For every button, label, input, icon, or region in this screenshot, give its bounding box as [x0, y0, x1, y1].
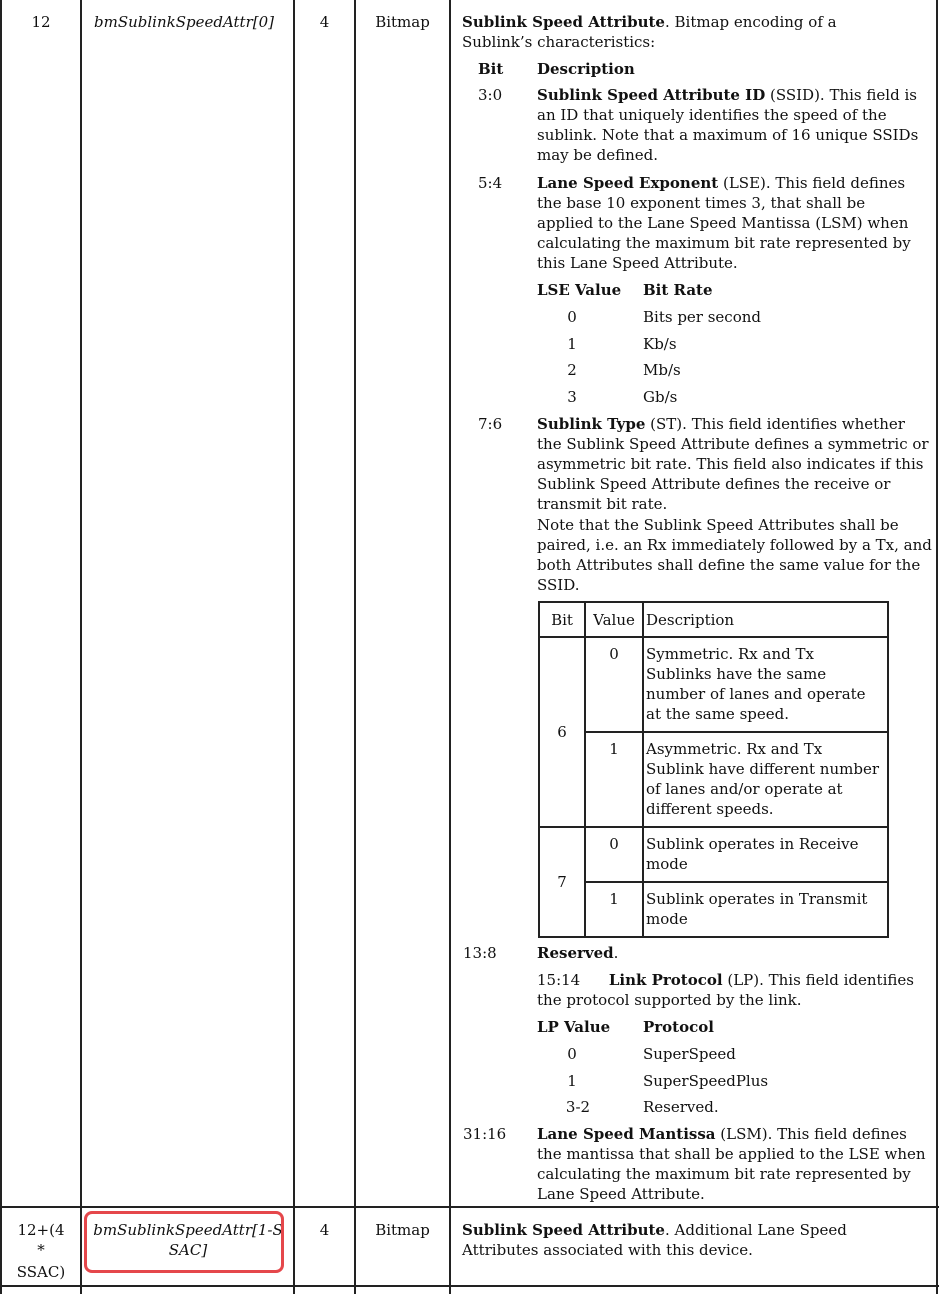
field-name-cell: bmSublinkSpeedAttr[1-SSAC] [93, 1221, 283, 1259]
bit-rate: Mb/s [643, 361, 681, 379]
bit-description [537, 414, 933, 514]
table-bit-cell: 7 [557, 873, 567, 891]
value-type-cell: Bitmap [375, 1221, 430, 1239]
protocol: Reserved. [643, 1098, 719, 1116]
bit-field-text: (LSM). This field defines the mantissa that shall be applied to the LSE when calculating the maximum bit rate represented by Lane Speed Attribute. [537, 1125, 926, 1203]
table-rule [354, 0, 356, 1294]
bit-description [537, 970, 933, 1010]
bit-range: 31:16 [463, 1125, 507, 1143]
table-rule [538, 636, 887, 638]
offset-cell-line: 12+(4 [17, 1221, 65, 1239]
bit-field-title: Sublink Speed Attribute ID [537, 86, 766, 104]
bit-description [537, 1124, 933, 1204]
bit-field-title: Sublink Type [537, 415, 646, 433]
protocol: SuperSpeed [643, 1045, 736, 1063]
bit-field-text: (ST). This field identifies whether the Sublink Speed Attribute defines a symmetric or asymmetric bit rate. This field also indicates if this Sublink Speed Attribute defines the receive or transmit bit rate. [537, 415, 929, 513]
table-header-description: Description [646, 611, 735, 629]
bit-range: 7:6 [478, 415, 503, 433]
table-value-cell: 1 [609, 890, 619, 908]
table-value-cell: 1 [609, 740, 619, 758]
table-rule [293, 0, 295, 1294]
bit-range: 15:14 [537, 971, 581, 989]
table-rule [0, 1206, 939, 1208]
table-description-cell: Asymmetric. Rx and Tx Sublink have different number of lanes and/or operate at different speeds. [646, 740, 880, 818]
lse-value: 3 [567, 388, 577, 406]
lse-value: 0 [567, 308, 577, 326]
bit-description-note: Note that the Sublink Speed Attributes shall be paired, i.e. an Rx immediately followed by a Tx, and both Attributes shall define the same value for the SSID. [537, 516, 932, 594]
lp-value: 1 [567, 1072, 577, 1090]
description-text: . Additional Lane Speed Attributes associated with this device. [462, 1221, 847, 1259]
value-type-cell: Bitmap [375, 13, 430, 31]
field-name-cell: bmSublinkSpeedAttr[0] [94, 13, 274, 31]
protocol: SuperSpeedPlus [643, 1072, 769, 1090]
table-bit-cell: 6 [557, 723, 567, 741]
table-rule [80, 0, 82, 1294]
offset-cell-line: * [37, 1241, 45, 1259]
bit-description [537, 173, 921, 273]
table-rule [584, 731, 887, 733]
description-text: . Bitmap encoding of a Sublink’s characteristics: [462, 13, 837, 51]
lp-value-header: LP Value [537, 1018, 611, 1036]
lse-value: 1 [567, 335, 577, 353]
table-rule [0, 0, 2, 1294]
lse-value: 2 [567, 361, 577, 379]
table-header-value: Value [593, 611, 635, 629]
bit-rate: Bits per second [643, 308, 762, 326]
table-rule [538, 826, 887, 828]
table-rule [0, 1285, 939, 1287]
description-column-header: Description [537, 60, 635, 78]
bit-field-text: (LP). This field identifies the protocol supported by the link. [537, 971, 914, 1009]
size-cell: 4 [319, 1221, 330, 1239]
table-description-cell: Sublink operates in Transmit mode [646, 890, 868, 928]
lp-value: 0 [567, 1045, 577, 1063]
lse-value-header: LSE Value [537, 281, 622, 299]
description-intro [462, 12, 882, 52]
bit-description [537, 943, 618, 963]
bit-field-title: Reserved [537, 944, 614, 962]
bit-rate-header: Bit Rate [643, 281, 713, 299]
bit-range: 3:0 [478, 86, 503, 104]
table-description-cell: Sublink operates in Receive mode [646, 835, 859, 873]
bit-range: 13:8 [463, 944, 497, 962]
description-cell [462, 1220, 882, 1260]
size-cell: 4 [319, 13, 330, 31]
bit-field-title: Link Protocol [608, 971, 723, 989]
highlight-box [84, 1211, 284, 1273]
table-description-cell: Symmetric. Rx and Tx Sublinks have the same number of lanes and operate at the same speed. [646, 645, 866, 723]
bit-field-title: Lane Speed Mantissa [537, 1125, 716, 1143]
bit-field-title: Lane Speed Exponent [537, 174, 719, 192]
description-title: Sublink Speed Attribute [462, 13, 665, 31]
bit-column-header: Bit [478, 60, 504, 78]
description-title: Sublink Speed Attribute [462, 1221, 665, 1239]
bit-description [537, 85, 921, 165]
offset-cell: 12 [31, 13, 51, 31]
bit-rate: Kb/s [643, 335, 677, 353]
table-value-cell: 0 [609, 835, 619, 853]
lp-value: 3-2 [565, 1098, 591, 1116]
table-rule [449, 0, 451, 1294]
bit-field-text: (LSE). This field defines the base 10 exponent times 3, that shall be applied to the Lane Speed Mantissa (LSM) when calculating the maximum bit rate represented by this Lane Speed Attribute. [537, 174, 911, 272]
table-rule [936, 0, 938, 1294]
bit-field-text: (SSID). This field is an ID that uniquely identifies the speed of the sublink. Note that a maximum of 16 unique SSIDs may be defined. [537, 86, 919, 164]
offset-cell-line: SSAC) [16, 1263, 66, 1281]
table-rule [642, 601, 644, 936]
bit-rate: Gb/s [643, 388, 678, 406]
table-header-bit: Bit [551, 611, 573, 629]
bit-range: 5:4 [478, 174, 503, 192]
table-rule [584, 881, 887, 883]
protocol-header: Protocol [643, 1018, 714, 1036]
bit-field-text: . [613, 944, 619, 962]
table-value-cell: 0 [609, 645, 619, 663]
